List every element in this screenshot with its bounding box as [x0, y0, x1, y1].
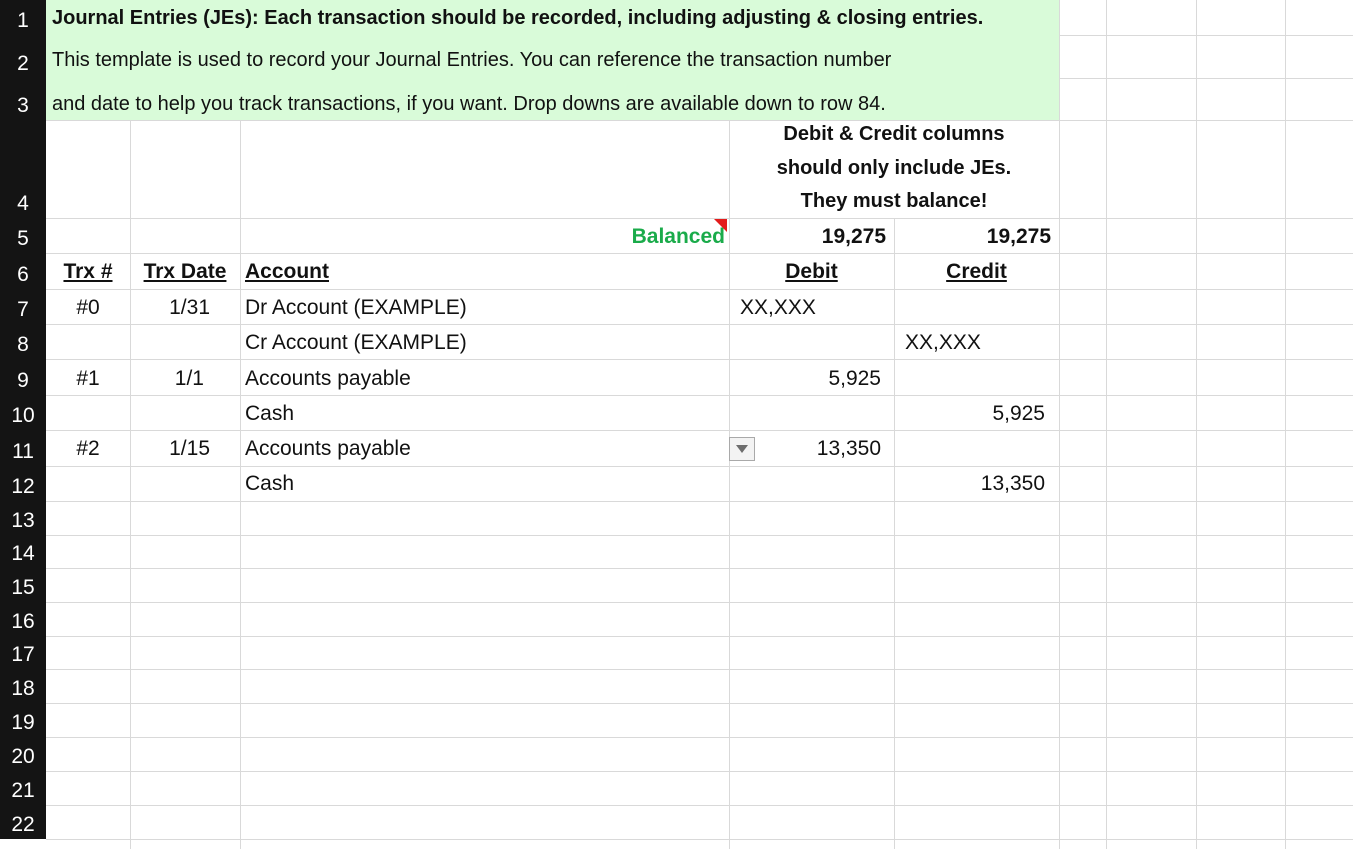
column-header-date[interactable]: Trx Date: [143, 260, 227, 283]
column-gridline: [1106, 0, 1107, 849]
column-header-account[interactable]: Account: [245, 260, 329, 283]
row-gridline: [46, 466, 1353, 467]
row-gridline: [46, 839, 1353, 840]
balance-note-line-1[interactable]: Debit & Credit columns: [783, 123, 1005, 145]
column-gridline: [1196, 0, 1197, 849]
row-header[interactable]: 9: [0, 359, 46, 395]
entry-trx[interactable]: #0: [76, 296, 100, 319]
row-gridline: [46, 501, 1353, 502]
comment-indicator-icon[interactable]: [714, 219, 727, 232]
row-gridline: [46, 669, 1353, 670]
row-header[interactable]: 15: [0, 568, 46, 602]
row-header[interactable]: 20: [0, 737, 46, 771]
column-header-trx[interactable]: Trx #: [63, 260, 113, 283]
entry-account[interactable]: Cr Account (EXAMPLE): [245, 331, 467, 354]
row-gridline: [46, 535, 1353, 536]
entry-credit[interactable]: 13,350: [980, 472, 1045, 495]
row-header[interactable]: 4: [0, 120, 46, 218]
row-gridline: [1059, 78, 1353, 79]
row-header[interactable]: 13: [0, 501, 46, 535]
row-gridline: [46, 430, 1353, 431]
total-debit[interactable]: 19,275: [821, 225, 886, 248]
row-header[interactable]: 19: [0, 703, 46, 737]
row-gridline: [46, 359, 1353, 360]
row-header[interactable]: 6: [0, 253, 46, 289]
row-header[interactable]: 21: [0, 771, 46, 805]
row-gridline: [46, 120, 1353, 121]
row-header[interactable]: 8: [0, 324, 46, 359]
column-gridline: [130, 120, 131, 849]
row-gridline: [46, 289, 1353, 290]
entry-debit[interactable]: 13,350: [816, 437, 881, 460]
row-gridline: [46, 805, 1353, 806]
entry-account[interactable]: Cash: [245, 472, 295, 495]
row-header[interactable]: 3: [0, 78, 46, 120]
row-gridline: [46, 737, 1353, 738]
column-gridline: [894, 218, 895, 849]
sheet-title[interactable]: Journal Entries (JEs): Each transaction should be recorded, including adjusting & closing entries.: [52, 7, 984, 29]
balance-note-line-2[interactable]: should only include JEs.: [776, 157, 1012, 179]
entry-date[interactable]: 1/15: [169, 437, 210, 460]
row-gridline: [1059, 35, 1353, 36]
column-header-credit[interactable]: Credit: [946, 260, 1007, 283]
balance-note-line-3[interactable]: They must balance!: [800, 190, 988, 212]
row-header[interactable]: 7: [0, 289, 46, 324]
row-gridline: [46, 324, 1353, 325]
column-gridline: [1059, 0, 1060, 849]
entry-account[interactable]: Accounts payable: [245, 437, 411, 460]
entry-debit[interactable]: XX,XXX: [740, 296, 816, 319]
entry-credit[interactable]: XX,XXX: [905, 331, 981, 354]
entry-debit[interactable]: 5,925: [828, 367, 881, 390]
entry-account[interactable]: Accounts payable: [245, 367, 411, 390]
row-gridline: [46, 602, 1353, 603]
row-gridline: [46, 568, 1353, 569]
row-gridline: [46, 703, 1353, 704]
column-header-debit[interactable]: Debit: [785, 260, 838, 283]
total-credit[interactable]: 19,275: [986, 225, 1051, 248]
column-gridline: [1285, 0, 1286, 849]
row-header[interactable]: 17: [0, 636, 46, 669]
row-header[interactable]: 12: [0, 466, 46, 501]
row-header[interactable]: 14: [0, 535, 46, 568]
row-header[interactable]: 11: [0, 430, 46, 466]
entry-account[interactable]: Dr Account (EXAMPLE): [245, 296, 467, 319]
balance-status[interactable]: Balanced: [631, 225, 725, 248]
entry-trx[interactable]: #2: [76, 437, 100, 460]
entry-account[interactable]: Cash: [245, 402, 295, 425]
row-header[interactable]: 1: [0, 0, 46, 35]
row-header[interactable]: 5: [0, 218, 46, 253]
row-header[interactable]: 22: [0, 805, 46, 839]
description-line-1[interactable]: This template is used to record your Journal Entries. You can reference the transaction number: [52, 49, 892, 71]
row-gridline: [46, 771, 1353, 772]
row-gridline: [46, 395, 1353, 396]
row-header[interactable]: 10: [0, 395, 46, 430]
row-gridline: [46, 253, 1353, 254]
row-header[interactable]: 16: [0, 602, 46, 636]
entry-trx[interactable]: #1: [76, 367, 100, 390]
description-line-2[interactable]: and date to help you track transactions, if you want. Drop downs are available down to row 84.: [52, 93, 886, 115]
entry-date[interactable]: 1/31: [169, 296, 210, 319]
row-header[interactable]: 18: [0, 669, 46, 703]
account-dropdown-button[interactable]: [729, 437, 755, 461]
column-gridline: [240, 120, 241, 849]
entry-credit[interactable]: 5,925: [992, 402, 1045, 425]
entry-date[interactable]: 1/1: [174, 367, 204, 390]
row-gridline: [46, 636, 1353, 637]
chevron-down-icon: [736, 445, 748, 453]
row-gridline: [46, 218, 1353, 219]
row-header[interactable]: 2: [0, 35, 46, 78]
